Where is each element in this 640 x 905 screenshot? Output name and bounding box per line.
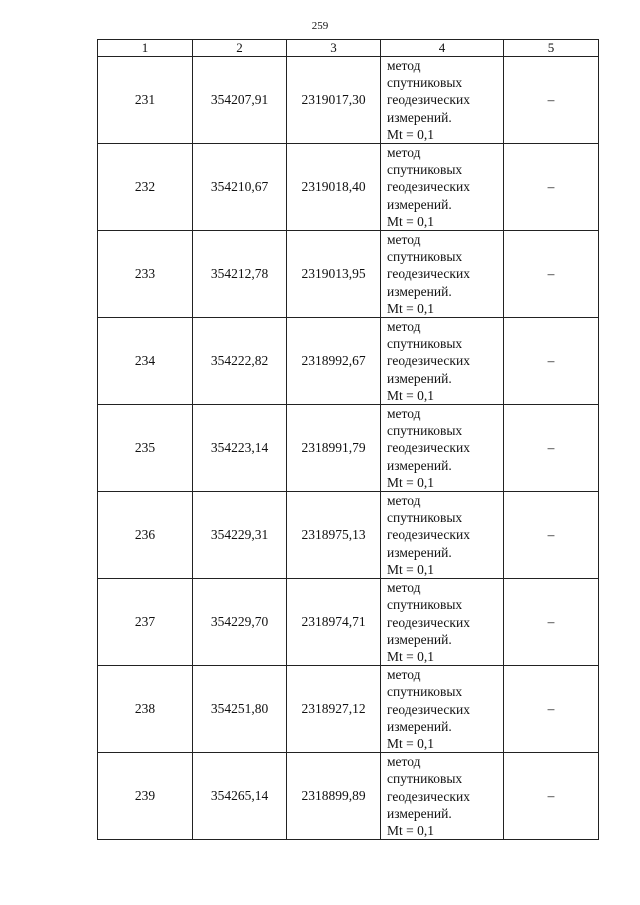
method-line: Mt = 0,1 [387, 735, 434, 751]
x-coordinate-cell: 354222,82 [193, 318, 287, 405]
method-line: метод [387, 145, 421, 161]
method-cell [381, 57, 504, 144]
point-number-cell: 238 [98, 666, 193, 753]
table-row [98, 405, 599, 492]
method-line: спутниковых [387, 249, 463, 265]
method-line: геодезических [387, 701, 470, 717]
method-line: Mt = 0,1 [387, 474, 434, 490]
method-line: метод [387, 58, 421, 73]
method-line: спутниковых [387, 771, 463, 787]
method-cell [381, 318, 504, 405]
point-number-cell: 235 [98, 405, 193, 492]
point-number-cell: 233 [98, 231, 193, 318]
method-line: Mt = 0,1 [387, 126, 434, 142]
y-coordinate-cell: 2319013,95 [287, 231, 381, 318]
y-coordinate-cell: 2318991,79 [287, 405, 381, 492]
method-cell [381, 666, 504, 753]
table-row [98, 579, 599, 666]
note-cell: – [504, 318, 599, 405]
method-cell [381, 753, 504, 840]
method-line: измерений. [387, 718, 452, 734]
table-body [98, 57, 599, 840]
method-cell [381, 231, 504, 318]
point-number-cell: 232 [98, 144, 193, 231]
x-coordinate-cell: 354229,70 [193, 579, 287, 666]
method-line: геодезических [387, 440, 470, 456]
column-header: 2 [193, 40, 287, 57]
method-line: метод [387, 406, 421, 422]
method-line: метод [387, 667, 421, 683]
point-number-cell: 239 [98, 753, 193, 840]
method-line: измерений. [387, 370, 452, 386]
note-cell: – [504, 753, 599, 840]
note-cell: – [504, 666, 599, 753]
method-line: геодезических [387, 92, 470, 108]
note-cell: – [504, 144, 599, 231]
method-line: измерений. [387, 457, 452, 473]
method-line: измерений. [387, 109, 452, 125]
x-coordinate-cell: 354265,14 [193, 753, 287, 840]
x-coordinate-cell: 354251,80 [193, 666, 287, 753]
note-cell: – [504, 492, 599, 579]
table-row [98, 57, 599, 144]
method-line: геодезических [387, 788, 470, 804]
method-line: измерений. [387, 805, 452, 821]
note-cell: – [504, 579, 599, 666]
table-row [98, 318, 599, 405]
method-line: геодезических [387, 179, 470, 195]
point-number-cell: 234 [98, 318, 193, 405]
method-line: Mt = 0,1 [387, 213, 434, 229]
method-line: спутниковых [387, 162, 463, 178]
method-cell [381, 492, 504, 579]
column-header: 4 [381, 40, 504, 57]
method-line: спутниковых [387, 684, 463, 700]
method-line: метод [387, 232, 421, 248]
method-line: измерений. [387, 631, 452, 647]
method-line: геодезических [387, 353, 470, 369]
table-row [98, 144, 599, 231]
method-line: метод [387, 580, 421, 596]
point-number-cell: 236 [98, 492, 193, 579]
table-header-row [98, 40, 599, 57]
y-coordinate-cell: 2319018,40 [287, 144, 381, 231]
x-coordinate-cell: 354229,31 [193, 492, 287, 579]
method-line: Mt = 0,1 [387, 387, 434, 403]
method-line: Mt = 0,1 [387, 561, 434, 577]
column-header: 1 [98, 40, 193, 57]
method-line: спутниковых [387, 510, 463, 526]
method-line: измерений. [387, 283, 452, 299]
y-coordinate-cell: 2318899,89 [287, 753, 381, 840]
y-coordinate-cell: 2318992,67 [287, 318, 381, 405]
table-row [98, 231, 599, 318]
table-row [98, 753, 599, 840]
method-line: геодезических [387, 266, 470, 282]
table-row [98, 666, 599, 753]
method-line: измерений. [387, 544, 452, 560]
note-cell: – [504, 231, 599, 318]
method-cell [381, 144, 504, 231]
method-line: метод [387, 754, 421, 770]
method-line: спутниковых [387, 336, 463, 352]
x-coordinate-cell: 354223,14 [193, 405, 287, 492]
point-number-cell: 231 [98, 57, 193, 144]
coordinates-table [97, 39, 599, 840]
method-line: геодезических [387, 614, 470, 630]
y-coordinate-cell: 2318974,71 [287, 579, 381, 666]
method-line: измерений. [387, 196, 452, 212]
method-line: спутниковых [387, 597, 463, 613]
y-coordinate-cell: 2319017,30 [287, 57, 381, 144]
table-row [98, 492, 599, 579]
note-cell: – [504, 57, 599, 144]
method-line: Mt = 0,1 [387, 300, 434, 316]
column-header: 3 [287, 40, 381, 57]
method-line: метод [387, 319, 421, 335]
x-coordinate-cell: 354212,78 [193, 231, 287, 318]
y-coordinate-cell: 2318927,12 [287, 666, 381, 753]
x-coordinate-cell: 354210,67 [193, 144, 287, 231]
note-cell: – [504, 405, 599, 492]
method-line: спутниковых [387, 75, 463, 91]
page-number: 259 [311, 20, 329, 32]
y-coordinate-cell: 2318975,13 [287, 492, 381, 579]
point-number-cell: 237 [98, 579, 193, 666]
method-line: геодезических [387, 527, 470, 543]
method-line: Mt = 0,1 [387, 822, 434, 838]
column-header: 5 [504, 40, 599, 57]
method-cell [381, 579, 504, 666]
method-cell [381, 405, 504, 492]
x-coordinate-cell: 354207,91 [193, 57, 287, 144]
method-line: спутниковых [387, 423, 463, 439]
method-line: метод [387, 493, 421, 509]
method-line: Mt = 0,1 [387, 648, 434, 664]
